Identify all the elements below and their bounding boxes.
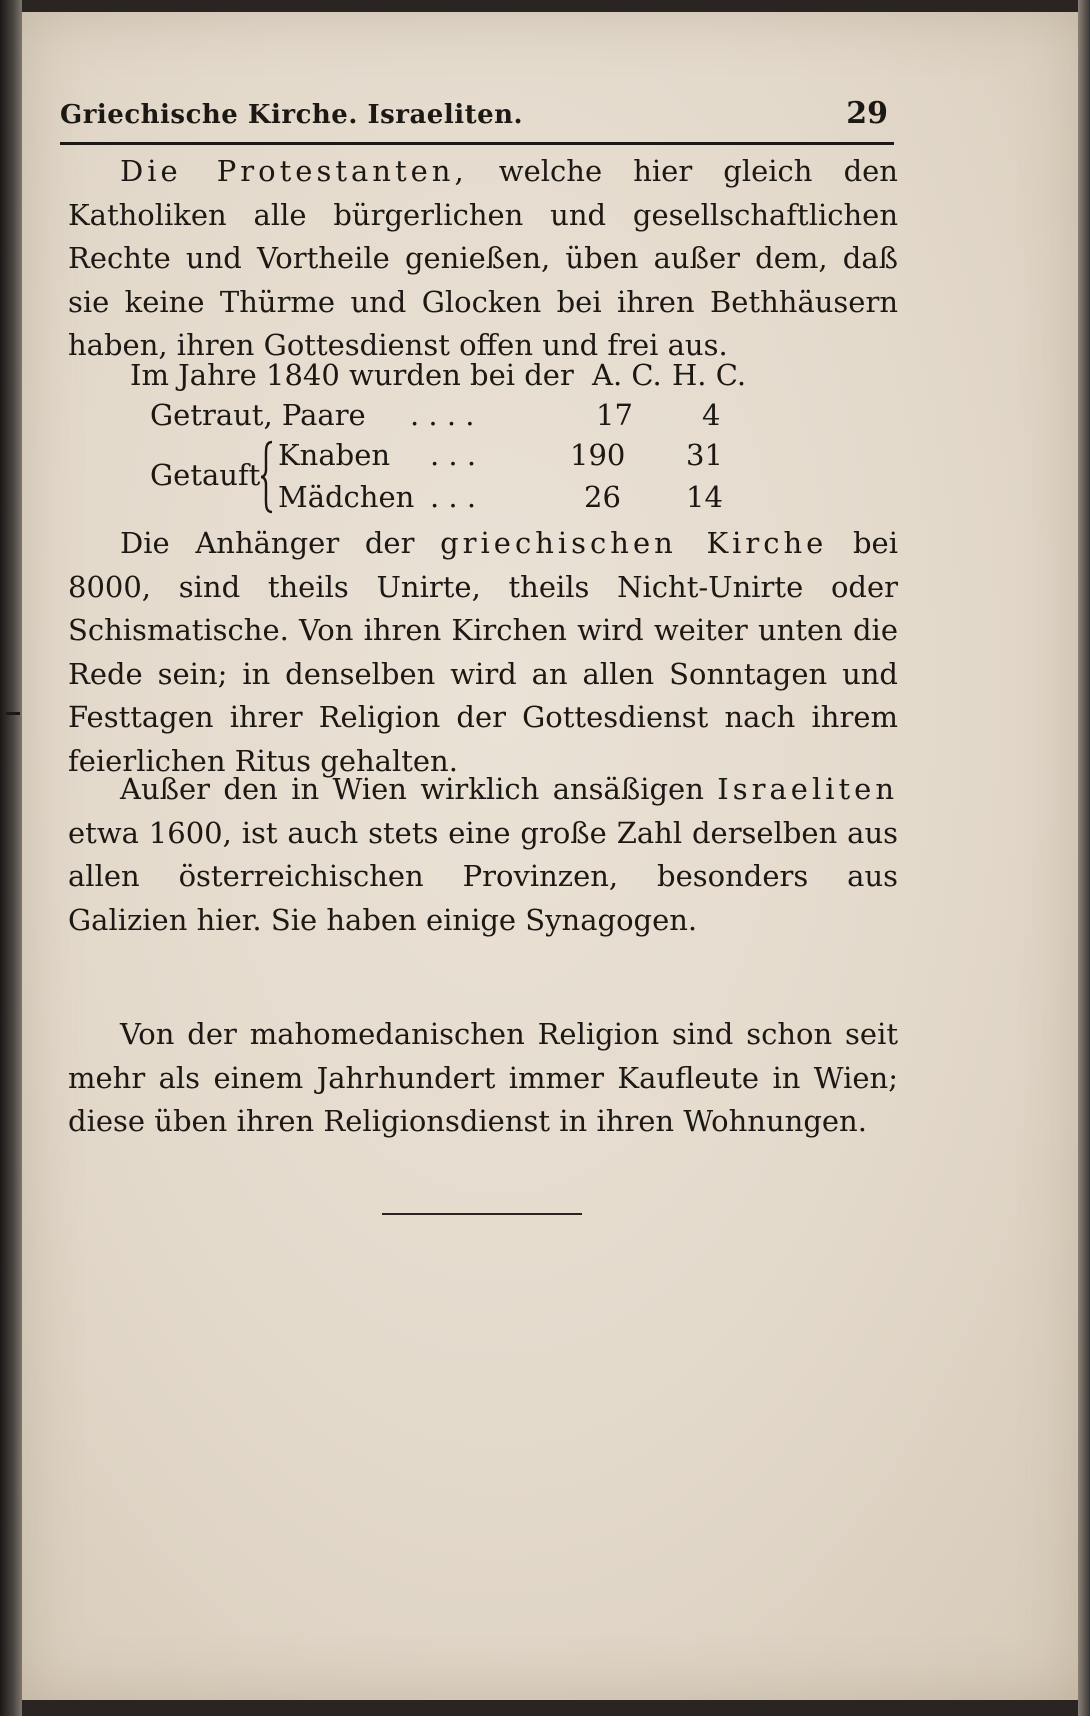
israelites-term: Israeliten: [717, 772, 898, 806]
paragraph-greek-church: [68, 522, 898, 784]
leader-dots: . . .: [430, 438, 477, 472]
paragraph-text: Von der mahomedanischen Religion sind schon seit mehr als einem Jahrhundert immer Kaufleute in Wien; diese üben ihren Religionsdienst in ihren Wohnungen.: [68, 1017, 898, 1139]
column-header-ac: A. C.: [592, 358, 662, 392]
value-hc: 14: [686, 480, 723, 514]
paragraph-text: welche hier gleich den Katholiken alle bürgerlichen und gesellschaftlichen Rechte und Vortheile genießen, üben außer dem, daß sie keine Thürme und Glocken bei ihren Bethhäusern haben, ihren Gottesdienst offen und frei aus.: [68, 154, 898, 363]
curly-brace: [260, 440, 274, 514]
stats-intro: Im Jahre 1840 wurden bei der: [130, 358, 574, 392]
leader-dots: . . .: [430, 480, 477, 514]
running-head: Griechische Kirche. Israeliten.: [60, 100, 524, 130]
row-label: Mädchen: [278, 480, 415, 514]
book-spine-shadow: [0, 0, 22, 1716]
end-rule: [382, 1213, 582, 1215]
paragraph-protestants: [68, 150, 898, 368]
stats-header-row: [130, 358, 890, 398]
value-ac: 190: [570, 438, 626, 472]
paragraph-text: Die Anhänger der: [120, 526, 441, 560]
paragraph-text: etwa 1600, ist auch stets eine große Zahl derselben aus allen österreichischen Provinzen, besonders aus Galizien hier. Sie haben einige Synagogen.: [68, 815, 898, 937]
margin-mark: [6, 712, 20, 715]
page-edge-shadow: [1078, 0, 1090, 1716]
value-hc: 4: [702, 398, 721, 432]
page-number: 29: [846, 96, 888, 131]
leader-dots: . . . .: [410, 398, 475, 432]
paragraph-mahomedan: [68, 1013, 898, 1144]
greek-church-term: griechischen Kirche: [440, 526, 828, 560]
group-label: Getauft: [150, 458, 261, 492]
header-rule: [60, 142, 894, 145]
table-row: [130, 398, 890, 438]
row-label: Knaben: [278, 438, 391, 472]
row-label: Getraut, Paare: [150, 398, 366, 432]
paragraph-text: bei 8000, sind theils Unirte, theils Nicht-Unirte oder Schismatische. Von ihren Kirchen wird weiter unten die Rede sein; in denselben wird an allen Sonntagen und Festtagen ihrer Religion der Gottesdienst nach ihrem feierlichen Ritus gehalten.: [68, 526, 898, 778]
value-ac: 17: [596, 398, 633, 432]
table-row: [130, 480, 890, 520]
paragraph-israelites: [68, 768, 898, 942]
paragraph-text: Außer den in Wien wirklich ansäßigen: [120, 772, 718, 806]
value-hc: 31: [686, 438, 723, 472]
column-header-hc: H. C.: [672, 358, 747, 392]
protestants-term: Die Protestanten,: [120, 154, 468, 188]
page-header: [60, 96, 888, 140]
value-ac: 26: [584, 480, 621, 514]
